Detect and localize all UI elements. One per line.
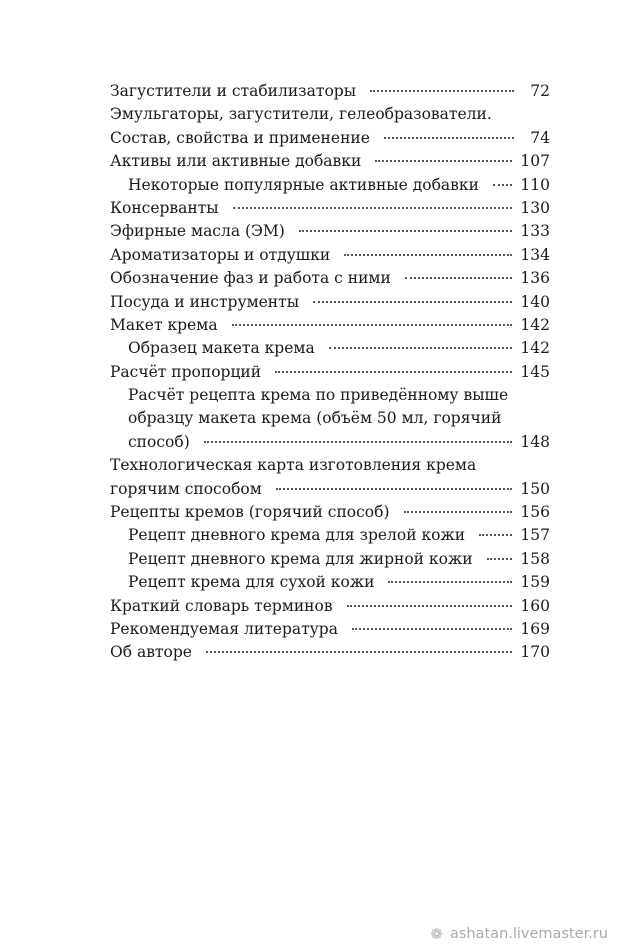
toc-page-number: 169	[520, 619, 550, 638]
toc-entry-title: Консерванты	[110, 198, 219, 217]
toc-entry-title: Макет крема	[110, 315, 218, 334]
toc-entry-title: Рецепт дневного крема для зрелой кожи	[128, 526, 466, 545]
toc-page-number: 110	[520, 175, 550, 194]
toc-entry	[110, 244, 550, 267]
toc-page-number: 145	[520, 362, 550, 381]
dot-leader	[388, 581, 512, 583]
dot-leader	[375, 160, 512, 162]
watermark	[430, 925, 608, 943]
toc-entry-title: Об авторе	[110, 643, 192, 662]
toc-entry-title: Активы или активные добавки	[110, 152, 362, 171]
toc-entry	[110, 431, 550, 454]
dot-leader	[204, 441, 513, 443]
toc-entry-title: Рекомендуемая литература	[110, 619, 338, 638]
dot-leader	[344, 254, 512, 256]
dot-leader	[405, 277, 513, 279]
dot-leader	[479, 534, 512, 536]
toc-entry-title: Рецепты кремов (горячий способ)	[110, 503, 390, 522]
toc-entry	[110, 337, 550, 360]
toc-page-number: 158	[520, 549, 550, 568]
toc-page-number: 157	[520, 526, 550, 545]
toc-entry	[110, 314, 550, 337]
toc-entry	[110, 197, 550, 220]
toc-entry	[110, 174, 550, 197]
dot-leader	[370, 90, 514, 92]
dot-leader	[275, 371, 512, 373]
dot-leader	[352, 628, 512, 630]
toc-page-number: 150	[520, 479, 550, 498]
toc-entry	[110, 618, 550, 641]
toc-page-number: 148	[520, 432, 550, 451]
toc-entry-title: горячим способом	[110, 479, 262, 498]
dot-leader	[384, 137, 514, 139]
dot-leader	[232, 324, 513, 326]
toc-page-number: 130	[520, 198, 550, 217]
table-of-contents	[110, 80, 550, 665]
toc-entry-title: Эфирные масла (ЭМ)	[110, 222, 285, 241]
toc-entry-title: Рецепт дневного крема для жирной кожи	[128, 549, 473, 568]
toc-page-number: 170	[520, 643, 550, 662]
toc-entry	[110, 548, 550, 571]
toc-page-number: 160	[520, 596, 550, 615]
toc-entry-title: Состав, свойства и применение	[110, 128, 370, 147]
toc-entry-title: способ)	[128, 432, 190, 451]
toc-entry	[110, 641, 550, 664]
toc-page-number: 140	[520, 292, 550, 311]
toc-entry-line: Эмульгаторы, загустители, гелеобразователи.	[110, 105, 492, 124]
toc-entry-title: Образец макета крема	[128, 339, 315, 358]
toc-entry	[110, 220, 550, 243]
watermark-text: ashatan.livemaster.ru	[449, 926, 608, 942]
dot-leader	[233, 207, 513, 209]
toc-entry-line: Технологическая карта изготовления крема	[110, 456, 477, 475]
toc-entry-title: Краткий словарь терминов	[110, 596, 333, 615]
dot-leader	[493, 184, 512, 186]
toc-entry	[110, 571, 550, 594]
dot-leader	[299, 230, 513, 232]
toc-entry-title: Обозначение фаз и работа с ними	[110, 269, 391, 288]
dot-leader	[206, 651, 512, 653]
toc-page-number: 142	[520, 315, 550, 334]
toc-entry	[110, 501, 550, 524]
toc-entry	[110, 150, 550, 173]
toc-page-number: 133	[520, 222, 550, 241]
dot-leader	[487, 558, 513, 560]
toc-entry	[110, 524, 550, 547]
toc-entry-title: Загустители и стабилизаторы	[110, 82, 357, 100]
toc-page-number: 134	[520, 245, 550, 264]
dot-leader	[347, 605, 513, 607]
toc-entry-title: Рецепт крема для сухой кожи	[128, 573, 375, 592]
toc-entry	[110, 595, 550, 618]
toc-entry	[110, 291, 550, 314]
dot-leader	[276, 488, 513, 490]
toc-entry	[110, 267, 550, 290]
toc-page-number: 107	[520, 152, 550, 171]
dot-leader	[329, 347, 513, 349]
toc-entry-line: Расчёт рецепта крема по приведённому выше	[128, 386, 509, 405]
toc-page-number: 159	[520, 573, 550, 592]
toc-entry-title: Посуда и инструменты	[110, 292, 300, 311]
toc-page-number: 72	[530, 82, 550, 100]
toc-entry	[110, 127, 550, 150]
toc-page-number: 142	[520, 339, 550, 358]
toc-entry-title: Некоторые популярные активные добавки	[128, 175, 479, 194]
toc-entry-title: Расчёт пропорций	[110, 362, 262, 381]
toc-entry	[110, 478, 550, 501]
toc-entry-line: образцу макета крема (объём 50 мл, горячий	[128, 409, 502, 428]
toc-entry-title: Ароматизаторы и отдушки	[110, 245, 331, 264]
dot-leader	[313, 301, 512, 303]
toc-page-number: 136	[520, 269, 550, 288]
toc-page-number: 74	[530, 128, 550, 147]
toc-page-number: 156	[520, 503, 550, 522]
toc-entry	[110, 361, 550, 384]
flower-icon: ❁	[430, 925, 443, 943]
dot-leader	[404, 511, 513, 513]
toc-entry	[110, 80, 550, 103]
